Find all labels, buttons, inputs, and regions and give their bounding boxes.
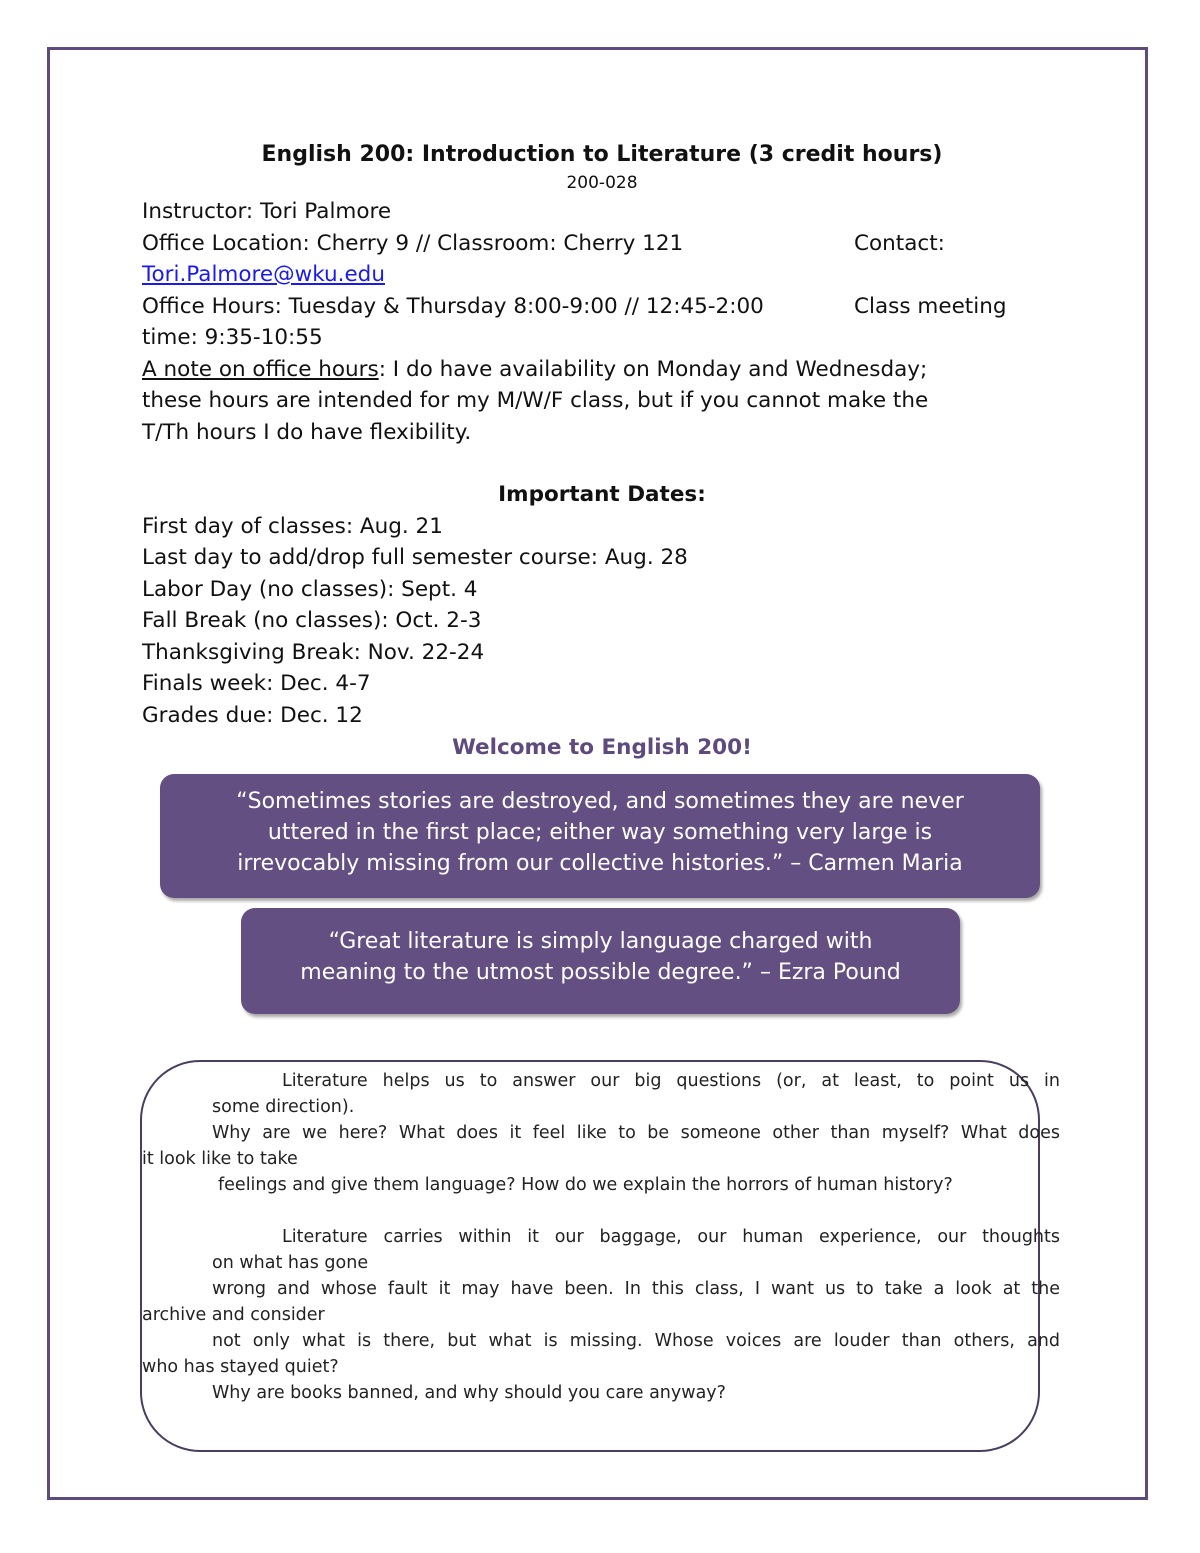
quote-line: “Sometimes stories are destroyed, and sometimes they are never [236,789,964,814]
quote-line: irrevocably missing from our collective histories.” – Carmen Maria [237,851,963,876]
welcome-heading: Welcome to English 200! [452,735,752,760]
quote-line: “Great literature is simply language charged with [328,929,873,954]
class-meeting-time: time: 9:35-10:55 [142,325,323,350]
essay-line: Literature carries within it our baggage, our human experience, our thoughts [282,1227,1060,1247]
syllabus-header [142,140,1062,763]
quote-line: meaning to the utmost possible degree.” – Ezra Pound [300,960,901,985]
spacer [142,1198,1060,1224]
essay-line: Literature helps us to answer our big questions (or, at least, to point us in [282,1071,1060,1091]
office-hours-note [142,354,1062,386]
section-number: 200-028 [566,173,638,193]
office-hours: Office Hours: Tuesday & Thursday 8:00-9:00 // 12:45-2:00 [142,293,764,319]
contact-label: Contact: [854,230,945,256]
email-link[interactable]: Tori.Palmore@wku.edu [142,262,385,287]
essay-line: archive and consider [142,1305,325,1325]
course-title: English 200: Introduction to Literature (3 credit hours) [261,142,943,167]
instructor-line: Instructor: Tori Palmore [142,199,392,224]
note-text-1: : I do have availability on Monday and Wednesday; [378,356,928,382]
essay-line: some direction). [212,1097,355,1117]
note-text-2: these hours are intended for my M/W/F class, but if you cannot make the [142,388,929,413]
essay-line: on what has gone [212,1253,369,1273]
quote-line: uttered in the first place; either way something very large is [267,820,933,845]
quote-box-carmen-maria [160,774,1040,898]
office-location: Office Location: Cherry 9 // Classroom: Cherry 121 [142,230,684,256]
date-item: Finals week: Dec. 4-7 [142,671,371,696]
note-label: A note on office hours [142,356,379,382]
date-item: Fall Break (no classes): Oct. 2-3 [142,608,482,633]
essay-text [142,1068,1060,1406]
email-line [142,259,1062,291]
essay-line: it look like to take [142,1149,298,1169]
essay-line: not only what is there, but what is missing. Whose voices are louder than others, and [212,1331,1060,1351]
note-text-3: T/Th hours I do have flexibility. [142,419,472,445]
office-location-row [142,228,1062,260]
essay-line: wrong and whose fault it may have been. In this class, I want us to take a look at the [212,1279,1060,1299]
essay-line: Why are books banned, and why should you care anyway? [212,1383,726,1403]
date-item: Labor Day (no classes): Sept. 4 [142,576,478,602]
office-hours-row [142,291,1062,323]
quote-box-ezra-pound [241,908,960,1014]
essay-line: feelings and give them language? How do we explain the horrors of human history? [218,1175,953,1195]
essay-line: Why are we here? What does it feel like to be someone other than myself? What does [212,1123,1060,1143]
class-meeting-label: Class meeting [854,293,1007,319]
date-item: Thanksgiving Break: Nov. 22-24 [142,639,485,665]
important-dates-heading: Important Dates: [498,482,706,507]
date-item: Grades due: Dec. 12 [142,702,363,728]
essay-line: who has stayed quiet? [142,1357,339,1377]
date-item: First day of classes: Aug. 21 [142,513,443,539]
date-item: Last day to add/drop full semester course: Aug. 28 [142,545,688,570]
spacer [142,448,1062,479]
